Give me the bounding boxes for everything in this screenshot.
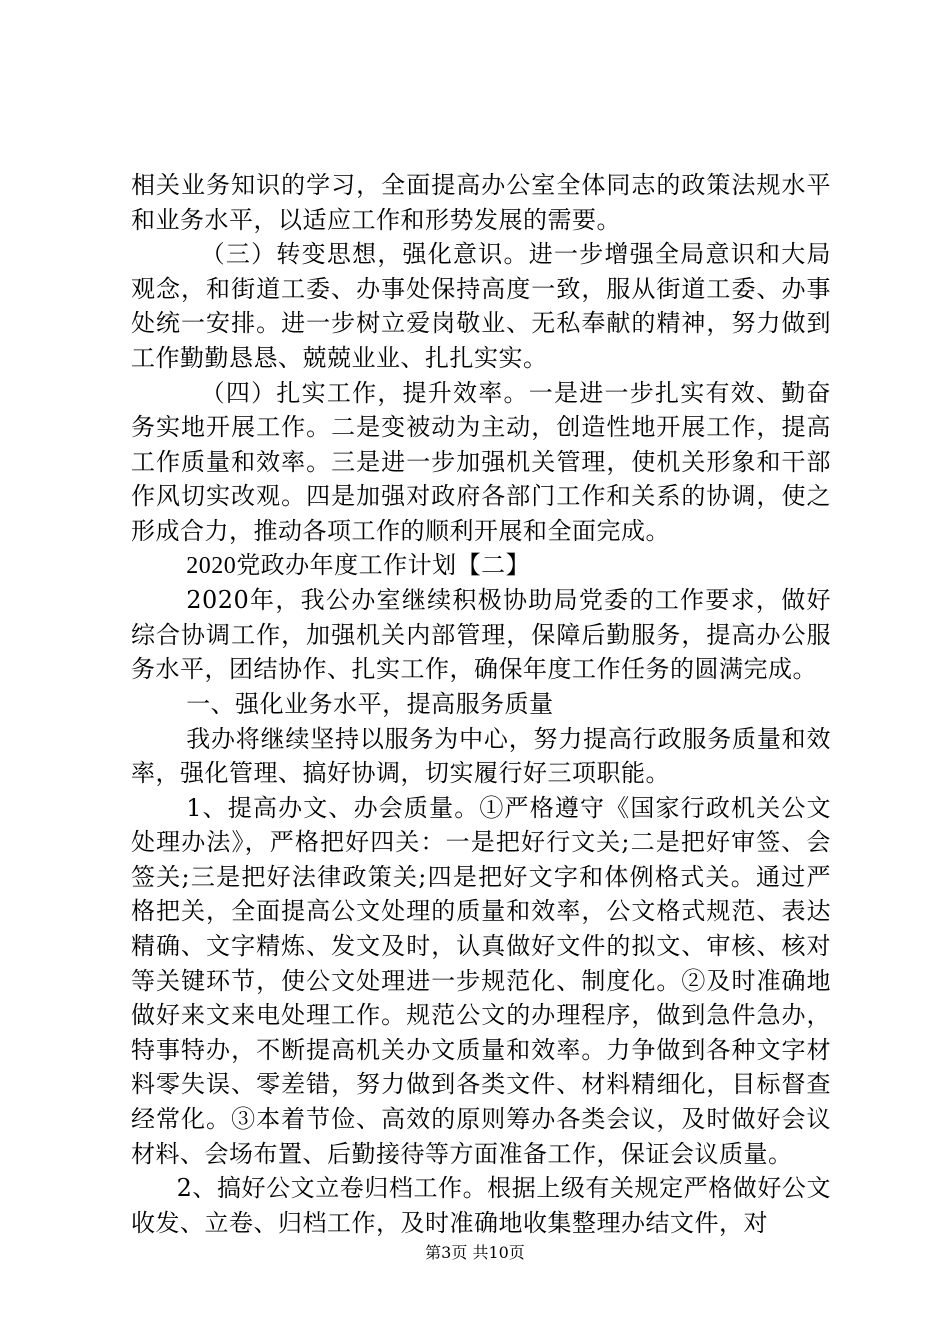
section-one-heading: 一、强化业务水平，提高服务质量 — [186, 689, 554, 718]
paragraph-section-four: （四）扎实工作，提升效率。一是进一步扎实有效、勤奋务实地开展工作。二是变被动为主动，创造性地开展工作，提高工作质量和效率。三是进一步加强机关管理，使机关形象和干部作风切实改观。四是加强对政府各部门工作和关系的协调，使之形成合力，推动各项工作的顺利开展和全面完成。 — [131, 378, 831, 545]
paragraph-service-center: 我办将继续坚持以服务为中心，努力提高行政服务质量和效率，强化管理、搞好协调，切实履行好三项职能。 — [131, 724, 831, 788]
plan-two-heading: 2020党政办年度工作计划【二】 — [186, 552, 531, 579]
document-body — [131, 168, 831, 1240]
page-footer: 第3页 共10页 — [425, 1243, 525, 1262]
paragraph-intro: 2020年，我公办室继续积极协助局党委的工作要求，做好综合协调工作，加强机关内部管理，保障后勤服务，提高办公服务水平，团结协作、扎实工作，确保年度工作任务的圆满完成。 — [131, 586, 831, 684]
paragraph-item-two: 2、搞好公文立卷归档工作。根据上级有关规定严格做好公文收发、立卷、归档工作，及时准确地收集整理办结文件，对 — [131, 1174, 831, 1237]
paragraph-continuation: 相关业务知识的学习，全面提高办公室全体同志的政策法规水平和业务水平，以适应工作和形势发展的需要。 — [131, 171, 831, 234]
paragraph-section-three: （三）转变思想，强化意识。进一步增强全局意识和大局观念，和街道工委、办事处保持高度一致，服从街道工委、办事处统一安排。进一步树立爱岗敬业、无私奉献的精神，努力做到工作勤勤恳恳、兢兢业业、扎扎实实。 — [131, 240, 831, 372]
paragraph-item-one: 1、提高办文、办会质量。①严格遵守《国家行政机关公文处理办法》，严格把好四关：一是把好行文关;二是把好审签、会签关;三是把好法律政策关;四是把好文字和体例格式关。通过严格把关，全面提高公文处理的质量和效率，公文格式规范、表达精确、文字精炼、发文及时，认真做好文件的拟文、审核、核对等关键环节，使公文处理进一步规范化、制度化。②及时准确地做好来文来电处理工作。规范公文的办理程序，做到急件急办，特事特办，不断提高机关办文质量和效率。力争做到各种文字材料零失误、零差错，努力做到各类文件、材料精细化，目标督查经常化。③本着节俭、高效的原则筹办各类会议，及时做好会议材料、会场布置、后勤接待等方面准备工作，保证会议质量。 — [131, 793, 831, 1168]
